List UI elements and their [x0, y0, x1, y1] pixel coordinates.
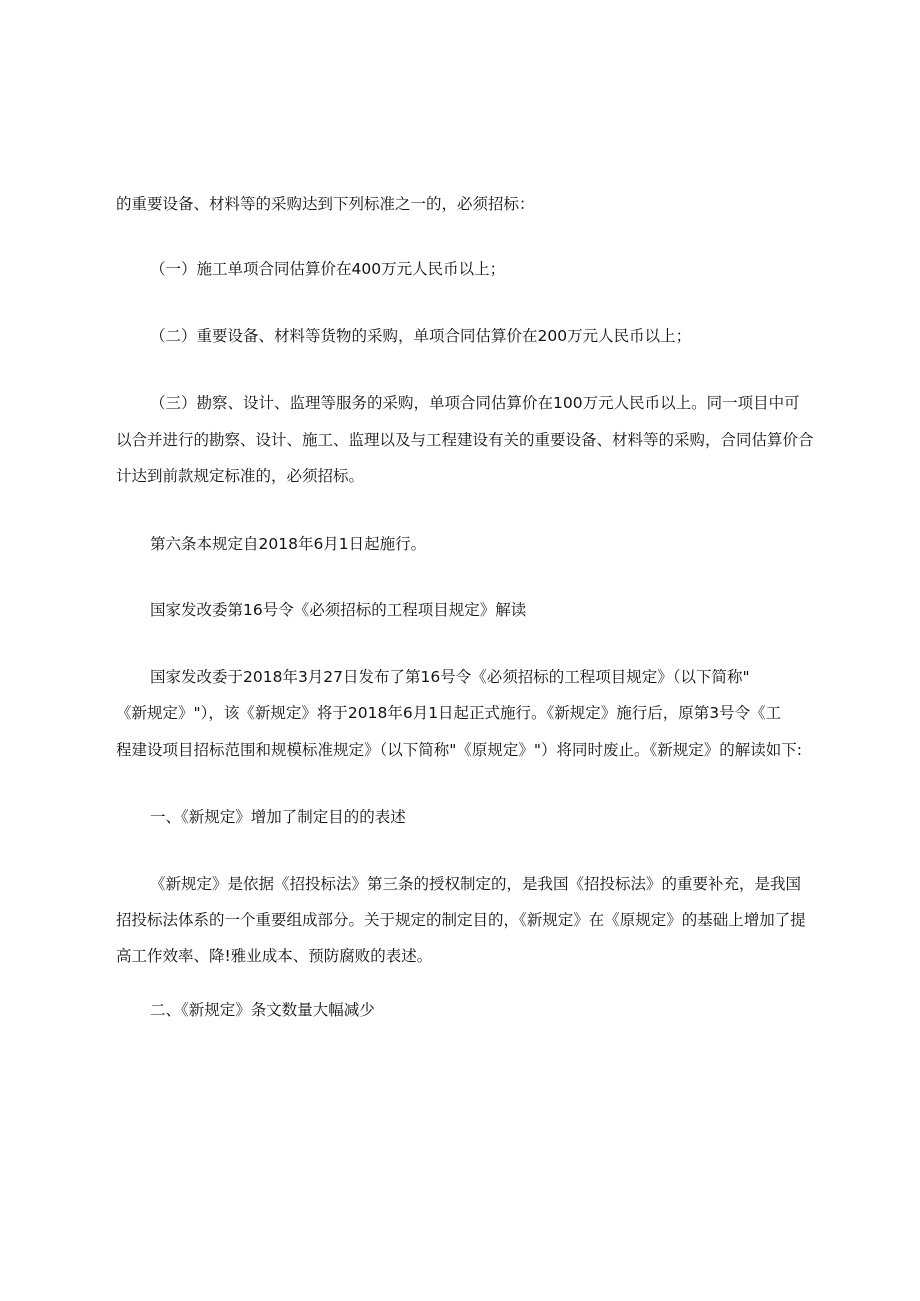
heading-two: 二、《新规定》条文数量大幅减少 — [150, 1001, 375, 1019]
heading-one-body-line-2: 招投标法体系的一个重要组成部分。关于规定的制定目的，《新规定》在《原规定》的基础上增加了提 — [116, 911, 806, 929]
paragraph-line-continuation: 的重要设备、材料等的采购达到下列标准之一的，必须招标： — [116, 195, 535, 213]
article-six: 第六条本规定自2018年6月1日起施行。 — [150, 535, 427, 553]
list-item-3-line-1: （三）勘察、设计、监理等服务的采购，单项合同估算价在100万元人民币以上。同一项目中可 — [150, 394, 800, 412]
heading-one-body-line-3: 高工作效率、降!雅业成本、预防腐败的表述。 — [116, 947, 433, 965]
intro-paragraph-line-1: 国家发改委于2018年3月27日发布了第16号令《必须招标的工程项目规定》（以下简称" — [150, 668, 750, 686]
intro-paragraph-line-3: 程建设项目招标范围和规模标准规定》（以下简称"《原规定》"）将同时废止。《新规定》的解读如下: — [116, 741, 802, 759]
intro-paragraph-line-2: 《新规定》"），该《新规定》将于2018年6月1日起正式施行。《新规定》施行后，原第3号令《工 — [116, 704, 782, 722]
list-item-2: （二）重要设备、材料等货物的采购，单项合同估算价在200万元人民币以上； — [150, 327, 692, 345]
heading-one-body-line-1: 《新规定》是依据《招投标法》第三条的授权制定的，是我国《招投标法》的重要补充，是我国 — [150, 875, 802, 893]
list-item-1: （一）施工单项合同估算价在400万元人民币以上； — [150, 260, 506, 278]
heading-one: 一、《新规定》增加了制定目的的表述 — [150, 808, 406, 826]
list-item-3-line-3: 计达到前款规定标准的，必须招标。 — [116, 467, 365, 485]
section-title: 国家发改委第16号令《必须招标的工程项目规定》解读 — [150, 601, 527, 619]
list-item-3-line-2: 以合并进行的勘察、设计、施工、监理以及与工程建设有关的重要设备、材料等的采购，合同估算价合 — [116, 431, 814, 449]
